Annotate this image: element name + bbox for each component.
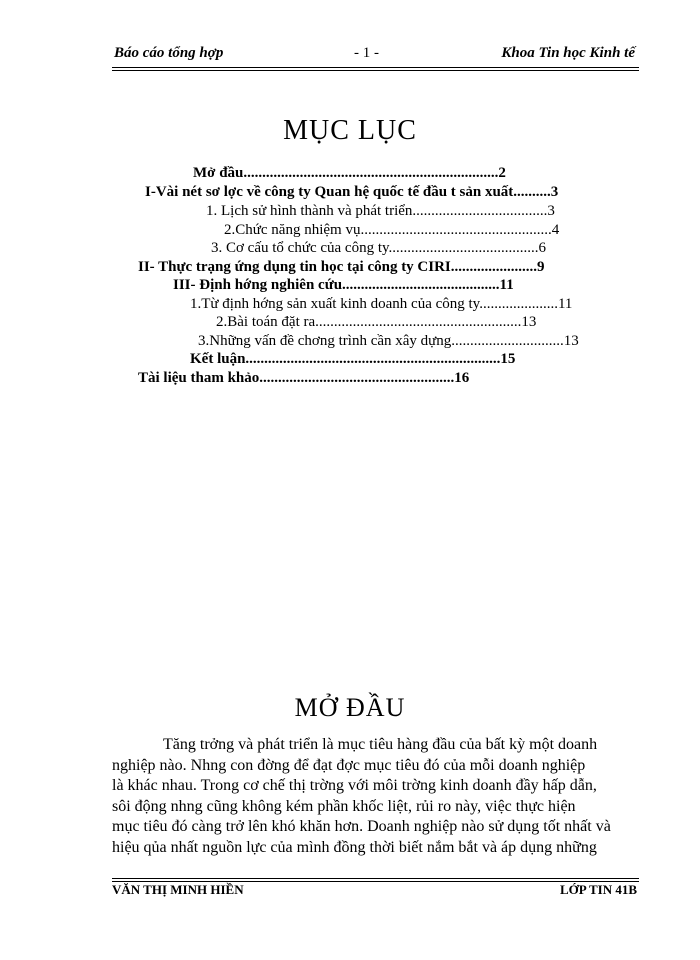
introduction-title: MỞ ĐẦU <box>294 693 406 722</box>
header-double-rule <box>112 67 639 71</box>
toc-entry: Mở đầu....................................................................2 <box>193 165 506 181</box>
header-report-title: Báo cáo tổng hợp <box>114 45 224 61</box>
paragraph-line: Tăng trởng và phát triển là mục tiêu hàng đầu của bất kỳ một doanh <box>163 736 598 753</box>
toc-entry: 2.Bài toán đặt ra.......................................................13 <box>216 314 537 330</box>
paragraph-line: nghiệp nào. Nhng con đờng để đạt đợc mục tiêu đó của mỗi doanh nghiệp <box>112 756 586 774</box>
introduction-paragraph <box>112 735 628 858</box>
toc-entry: Tài liệu tham khảo....................................................16 <box>138 370 470 386</box>
toc-entry: Kết luận....................................................................15 <box>190 351 516 367</box>
header-department: Khoa Tin học Kinh tế <box>501 45 635 61</box>
toc-entry: 1. Lịch sử hình thành và phát triển....................................3 <box>206 203 555 219</box>
toc-title: MỤC LỤC <box>283 115 417 146</box>
toc-entry: I-Vài nét sơ lợc về công ty Quan hệ quốc tế đầu t sản xuất..........3 <box>145 184 559 200</box>
footer-author: VĂN THỊ MINH HIỀN <box>112 882 244 897</box>
header-page-number: - 1 - <box>354 45 379 61</box>
paragraph-line: là khác nhau. Trong cơ chế thị trờng với môi trờng kinh doanh đầy hấp dẫn, <box>112 777 597 794</box>
page-header <box>112 45 635 65</box>
toc-entry: 3. Cơ cấu tổ chức của công ty........................................6 <box>211 240 547 256</box>
paragraph-line: mục tiêu đó càng trở lên khó khăn hơn. Doanh nghiệp nào sử dụng tốt nhất và <box>112 818 611 835</box>
toc-entry: 3.Những vấn đề chơng trình cần xây dựng..............................13 <box>198 333 579 349</box>
paragraph-line: hiệu qủa nhất nguồn lực của mình đồng thời biết nắm bắt và áp dụng những <box>112 838 597 856</box>
toc-entry: II- Thực trạng ứng dụng tin học tại công ty CIRI.......................9 <box>138 259 545 275</box>
toc-entry: III- Định hớng nghiên cứu..........................................11 <box>173 277 514 293</box>
toc-entry: 1.Từ định hớng sản xuất kinh doanh của công ty.....................11 <box>190 296 573 312</box>
toc-entry: 2.Chức năng nhiệm vụ...................................................4 <box>224 222 560 238</box>
paragraph-line: sôi động nhng cũng không kém phần khốc liệt, rủi ro này, việc thực hiện <box>112 797 576 815</box>
footer-class: LỚP TIN 41B <box>559 882 637 897</box>
